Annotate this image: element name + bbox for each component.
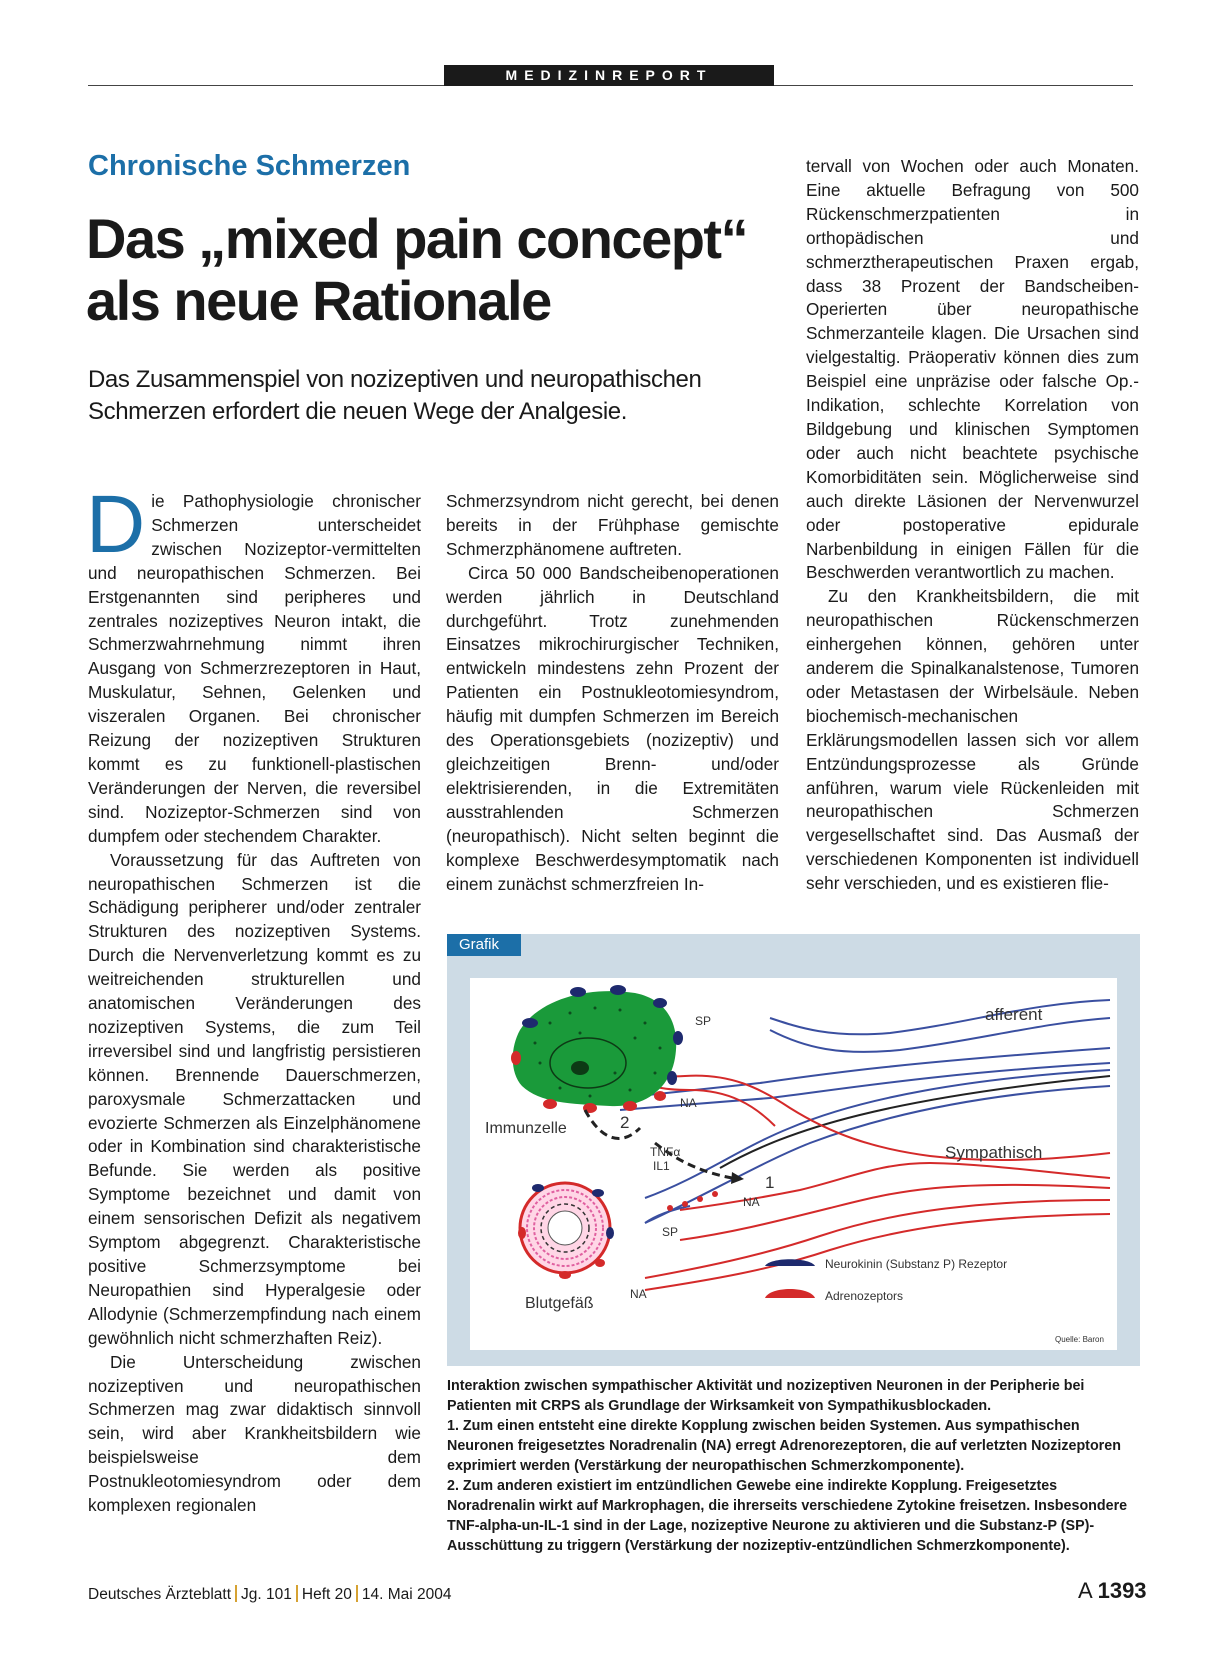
legend-adreno: Adrenozeptors (825, 1289, 904, 1303)
page-number-value: 1393 (1097, 1578, 1147, 1603)
figure-source: Quelle: Baron (1055, 1335, 1104, 1344)
caption-line: 2. Zum anderen existiert im entzündlichen Gewebe eine indirekte Kopplung. Freigesetztes Noradrenalin wirkt auf Markrophagen, die ihrerseits verschiedene Zytokine freisetzen. Insbesondere TNF-alpha-un-IL-1 sind in der Lage, nozizeptive Neurone zu aktivieren und die Substanz-P (SP)-Ausschüttung zu triggern (Verstärkung der nozizeptiv-entzündlichen Schmerzkomponente). (447, 1478, 1128, 1554)
separator (235, 1585, 237, 1602)
crps-diagram (470, 978, 1117, 1350)
journal-name: Deutsches Ärzteblatt (88, 1586, 232, 1603)
article-title (86, 208, 786, 332)
page-number (1078, 1578, 1147, 1604)
caption-line: Interaktion zwischen sympathischer Aktivität und nozizeptiven Neuronen in der Peripherie bei Patienten mit CRPS als Grundlage der Wirksamkeit von Sympathikusblockaden. (447, 1378, 1085, 1414)
immune-cell (511, 985, 683, 1113)
afferent-nerve (620, 1000, 1110, 1223)
figure-tag: Grafik (447, 934, 521, 956)
label-sp-bottom: SP (662, 1225, 679, 1239)
text-column-1 (86, 479, 421, 1518)
caption-line: 1. Zum einen entsteht eine direkte Kopplung zwischen beiden Systemen. Aus sympathischen Neuronen freigesetztes Noradrenalin (NA) erregt Adrenorezeptoren, die auf verletzten Nozizeptoren exprimiert werden (Verstärkung der neuropathischen Schmerzkomponente). (447, 1418, 1121, 1474)
label-num2: 2 (620, 1113, 630, 1132)
legend-neurokinin: Neurokinin (Substanz P) Rezeptor (825, 1257, 1008, 1271)
legend (765, 1259, 815, 1298)
figure-caption (447, 1376, 1140, 1556)
volume: Jg. 101 (241, 1586, 292, 1603)
paragraph: Circa 50 000 Bandscheibenoperationen werden jährlich in Deutschland durchgeführt. Trotz zunehmenden Einsatzes mikrochirurgischer Techniken, entwickeln mindestens zehn Prozent der Patienten ein Postnukleotomiesyndrom, häufig mit dumpfen Schmerzen im Bereich des Operationsgebiets (nozizeptiv) und gleichzeitigen Brenn- und/oder elektrisierenden, in die Extremitäten ausstrahlenden Schmerzen (neuropathisch). Nicht selten beginnt die komplexe Beschwerdesymptomatik nach einem zunächst schmerzfreien In- (446, 562, 779, 894)
paragraph (86, 479, 421, 849)
paragraph: Die Unterscheidung zwischen nozizeptiven und neuropathischen Schmerzen mag zwar didaktisch sinnvoll sein, wird aber Krankheitsbildern wie beispielsweise dem Postnukleotomiesyndrom oder dem komplexen regionalen (88, 1351, 421, 1516)
label-na-mid: NA (743, 1195, 760, 1209)
paragraph-text: ie Pathophysiologie chronischer Schmerzen unterscheidet zwischen Nozizeptor-vermittelten und neuropathischen Schmerzen. Bei Erstgenannten sind peripheres und zentrales nozizeptives Neuron intakt, die Schmerzwahrnehmung nimmt ihren Ausgang von Schmerzrezeptoren in Haut, Muskulatur, Sehnen, Gelenken und viszeralen Organen. Bei chronischer Reizung der nozizeptiven Strukturen kommt es zu funktionell-plastischen Veränderungen der Nerven, die reversibel sind. Nozizeptor-Schmerzen sind von dumpfem oder stechendem Charakter. (88, 491, 421, 846)
article-lead (88, 364, 758, 428)
paragraph: tervall von Wochen oder auch Monaten. Eine aktuelle Befragung von 500 Rückenschmerzpatienten in orthopädischen und schmerztherapeutischen Praxen ergab, dass 38 Prozent der Bandscheiben-Operierten über neuropathische Schmerzanteile klagen. Die Ursachen sind vielgestaltig. Präoperativ können dies zum Beispiel eine unpräzise oder falsche Op.-Indikation, schlechte Korrelation von Bildgebung und klinischen Symptomen oder auch nicht beachtete psychische Komorbiditäten sein. Möglicherweise sind auch direkte Läsionen der Nervenwurzel oder postoperative epidurale Narbenbildung in einigen Fällen für die Beschwerden verantwortlich zu machen. (806, 156, 1139, 583)
paragraph: Schmerzsyndrom nicht gerecht, bei denen bereits in der Frühphase gemischte Schmerzphänomene auftreten. (446, 491, 779, 559)
label-na-top: NA (680, 1096, 697, 1110)
label-immunzelle: Immunzelle (485, 1120, 567, 1137)
text-column-2 (446, 490, 779, 896)
text-column-3 (806, 155, 1139, 896)
label-sp-top: SP (695, 1014, 712, 1028)
separator (356, 1585, 358, 1602)
issue: Heft 20 (301, 1586, 352, 1603)
label-blutgefaess: Blutgefäß (525, 1295, 594, 1312)
arrow-2 (585, 1110, 640, 1138)
page-prefix: A (1078, 1578, 1092, 1603)
paragraph: Voraussetzung für das Auftreten von neuropathischen Schmerzen ist die Schädigung peripherer und/oder zentraler Strukturen des nozizeptiven Systems. Durch die Nervenverletzung kommt es zu weitreichenden strukturellen und anatomischen Veränderungen des nozizeptiven Systems, die zum Teil irreversibel sind und langfristig persistieren können. Brennende Dauerschmerzen, paroxysmale Schmerzattacken und evozierte Schmerzen als Einzelphänomene oder in Kombination sind charakteristische Befunde. Sie werden als positive Symptome bezeichnet und damit von einem sensorischen Defizit als negativem Symptom abgegrenzt. Charakteristische positive Schmerzsymptome bei Neuropathien sind Hyperalgesie oder Allodynie (Schmerzempfindung nach einem gewöhnlich nicht schmerzhaften Reiz). (88, 849, 421, 1348)
label-afferent: afferent (985, 1005, 1043, 1024)
drop-cap: D (86, 479, 146, 570)
blood-vessel (518, 1183, 614, 1279)
label-il1: IL1 (653, 1159, 670, 1173)
section-label: MEDIZINREPORT (444, 65, 774, 86)
separator (296, 1585, 298, 1602)
label-tnf: TNFα (650, 1145, 681, 1159)
article-kicker: Chronische Schmerzen (88, 150, 411, 182)
date: 14. Mai 2004 (361, 1586, 452, 1603)
article-lead-line1: Das Zusammenspiel von nozizeptiven und neuropathischen (88, 366, 702, 393)
label-num1: 1 (765, 1173, 775, 1192)
label-sympathisch: Sympathisch (945, 1143, 1043, 1162)
article-title-line1: Das „mixed pain concept“ (86, 207, 748, 270)
footer-citation (88, 1585, 451, 1604)
article-lead-line2: Schmerzen erfordert die neuen Wege der Analgesie. (88, 398, 627, 425)
article-title-line2: als neue Rationale (86, 269, 551, 332)
paragraph: Zu den Krankheitsbildern, die mit neuropathischen Rückenschmerzen einhergehen können, gehören unter anderem die Spinalkanalstenose, Tumoren oder Metastasen der Wirbelsäule. Neben biochemisch-mechanischen Erklärungsmodellen lassen sich vor allem Entzündungsprozesse als Gründe anführen, warum viele Rückenleiden mit neuropathischen Schmerzen vergesellschaftet sind. Das Ausmaß der verschiedenen Komponenten ist individuell sehr verschieden, und es existieren flie- (806, 586, 1139, 894)
label-na-bottom: NA (630, 1287, 647, 1301)
